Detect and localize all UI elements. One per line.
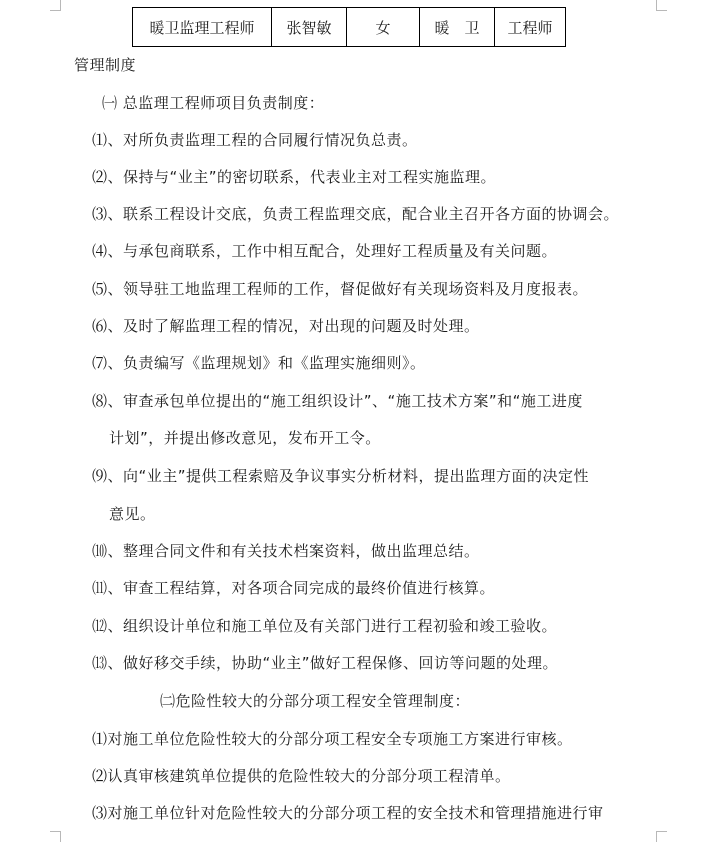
page-corner-mark-top-left xyxy=(50,0,61,11)
list-item: ⑵、保持与“业主”的密切联系，代表业主对工程实施监理。 xyxy=(92,168,497,186)
list-item: ⑼、向“业主”提供工程索赔及争议事实分析材料，提出监理方面的决定性 xyxy=(92,467,590,485)
list-item: ⑽、整理合同文件和有关技术档案资料，做出监理总结。 xyxy=(92,542,480,560)
staff-table xyxy=(132,7,566,47)
list-item: ⑴、对所负责监理工程的合同履行情况负总责。 xyxy=(92,131,418,149)
list-item: ⑺、负责编写《监理规划》和《监理实施细则》。 xyxy=(92,354,426,372)
page-corner-mark-bottom-left xyxy=(50,831,61,842)
page-corner-mark-top-right xyxy=(656,0,667,11)
list-item: ⑾、审查工程结算，对各项合同完成的最终价值进行核算。 xyxy=(92,579,496,597)
staff-title-cell: 工程师 xyxy=(495,8,566,47)
list-item: ⑶、联系工程设计交底，负责工程监理交底，配合业主召开各方面的协调会。 xyxy=(92,205,620,223)
list-item: ⑸、领导驻工地监理工程师的工作，督促做好有关现场资料及月度报表。 xyxy=(92,280,589,298)
page-heading: 管理制度 xyxy=(74,56,137,74)
staff-position-cell: 暖卫监理工程师 xyxy=(133,8,272,47)
list-item: ⒀、做好移交手续，协助“业主”做好工程保修、回访等问题的处理。 xyxy=(92,654,559,672)
list-item: ⑵认真审核建筑单位提供的危险性较大的分部分项工程清单。 xyxy=(92,767,511,785)
list-item-continuation: 计划”，并提出修改意见，发布开工令。 xyxy=(109,429,381,447)
list-item: ⑴对施工单位危险性较大的分部分项工程安全专项施工方案进行审核。 xyxy=(92,730,573,748)
list-item-continuation: 意见。 xyxy=(109,505,156,523)
list-item: ⑻、审查承包单位提出的“施工组织设计”、“施工技术方案”和“施工进度 xyxy=(92,392,583,410)
staff-name-cell: 张智敏 xyxy=(272,8,347,47)
section-title: ㈡危险性较大的分部分项工程安全管理制度： xyxy=(160,692,471,710)
list-item: ⑶对施工单位针对危险性较大的分部分项工程的安全技术和管理措施进行审 xyxy=(92,804,604,822)
staff-gender-cell: 女 xyxy=(347,8,420,47)
section-title: ㈠ 总监理工程师项目负责制度： xyxy=(102,94,325,112)
list-item: ⑷、与承包商联系，工作中相互配合，处理好工程质量及有关问题。 xyxy=(92,242,558,260)
page-corner-mark-bottom-right xyxy=(656,831,667,842)
list-item: ⑹、及时了解监理工程的情况，对出现的问题及时处理。 xyxy=(92,317,480,335)
staff-table-row xyxy=(133,8,566,47)
staff-specialty-cell: 暖 卫 xyxy=(420,8,495,47)
list-item: ⑿、组织设计单位和施工单位及有关部门进行工程初验和竣工验收。 xyxy=(92,617,558,635)
